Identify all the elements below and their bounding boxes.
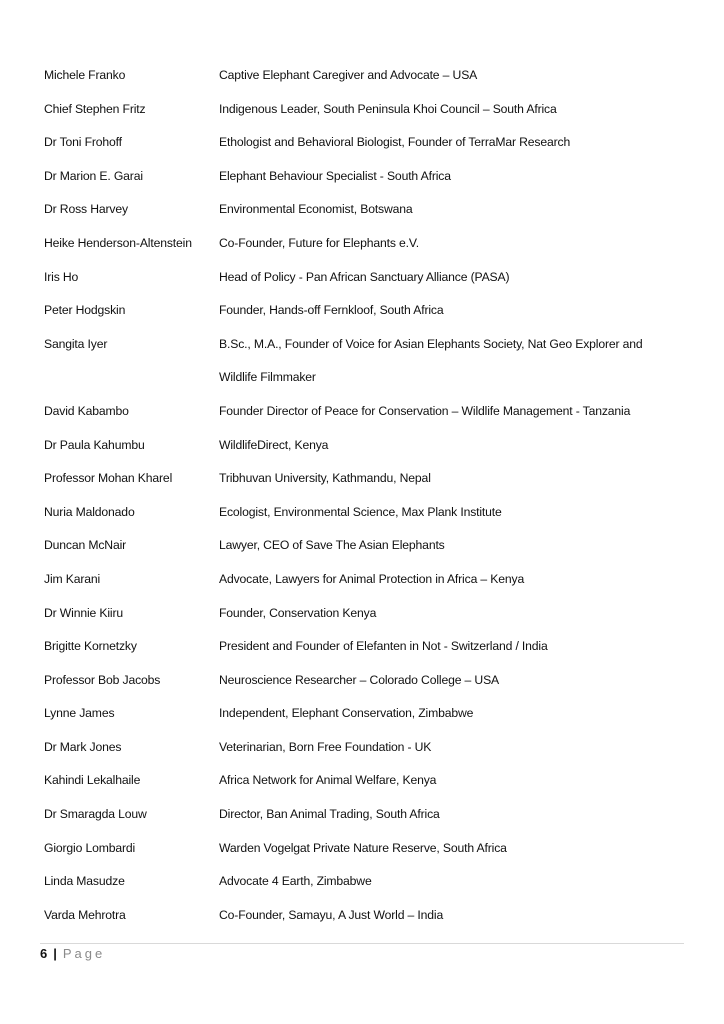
signatory-row: [44, 529, 684, 563]
signatory-row: [44, 597, 684, 631]
signatory-affiliation: [219, 798, 684, 832]
signatory-row: [44, 261, 684, 295]
signatory-affiliation: [219, 697, 684, 731]
signatory-affiliation: [219, 496, 684, 530]
signatory-name: Dr Smaragda Louw: [44, 807, 147, 822]
affiliation-line: Tribhuvan University, Kathmandu, Nepal: [219, 471, 431, 486]
affiliation-line: President and Founder of Elefanten in Not - Switzerland / India: [219, 639, 548, 654]
affiliation-line: Advocate 4 Earth, Zimbabwe: [219, 874, 372, 889]
signatory-name: Dr Marion E. Garai: [44, 168, 143, 183]
signatory-affiliation: [219, 93, 684, 127]
signatory-affiliation: [219, 160, 684, 194]
signatory-row: [44, 328, 684, 395]
affiliation-line: Independent, Elephant Conservation, Zimbabwe: [219, 706, 474, 721]
page-label: Page: [62, 946, 106, 961]
affiliation-line: Warden Vogelgat Private Nature Reserve, South Africa: [219, 840, 507, 855]
signatory-affiliation: [219, 328, 684, 395]
signatory-row: [44, 59, 684, 93]
signatory-row: [44, 395, 684, 429]
signatory-affiliation: [219, 529, 684, 563]
signatory-name: Dr Mark Jones: [44, 739, 122, 754]
signatory-affiliation: [219, 462, 684, 496]
signatory-name: Michele Franko: [44, 68, 126, 82]
affiliation-line: B.Sc., M.A., Founder of Voice for Asian Elephants Society, Nat Geo Explorer and: [219, 336, 643, 351]
signatory-row: [44, 462, 684, 496]
affiliation-line: WildlifeDirect, Kenya: [219, 437, 329, 452]
page-number: 6: [40, 946, 48, 961]
signatory-affiliation: [219, 865, 684, 899]
signatory-name: Brigitte Kornetzky: [44, 639, 137, 654]
signatory-affiliation: [219, 395, 684, 429]
signatory-affiliation: [219, 227, 684, 261]
signatory-name: Dr Toni Frohoff: [44, 135, 122, 150]
signatory-affiliation: [219, 832, 684, 866]
affiliation-line: Founder, Hands-off Fernkloof, South Africa: [219, 303, 444, 318]
signatory-name: Sangita Iyer: [44, 336, 108, 351]
signatory-name: Jim Karani: [44, 571, 101, 586]
affiliation-line: Head of Policy - Pan African Sanctuary Alliance (PASA): [219, 269, 510, 284]
affiliation-line: Indigenous Leader, South Peninsula Khoi Council – South Africa: [219, 101, 557, 116]
affiliation-line: Advocate, Lawyers for Animal Protection in Africa – Kenya: [219, 571, 525, 586]
signatory-row: [44, 764, 684, 798]
signatory-affiliation: [219, 193, 684, 227]
signatory-row: [44, 193, 684, 227]
signatory-row: [44, 798, 684, 832]
signatory-affiliation: [219, 563, 684, 597]
signatory-name: Varda Mehrotra: [44, 907, 126, 922]
affiliation-line: Elephant Behaviour Specialist - South Africa: [219, 168, 451, 183]
signatory-name: Dr Ross Harvey: [44, 202, 128, 217]
signatory-row: [44, 160, 684, 194]
affiliation-line: Africa Network for Animal Welfare, Kenya: [219, 773, 437, 788]
signatory-name: Heike Henderson-Altenstein: [44, 235, 192, 250]
footer-separator: |: [53, 946, 57, 961]
signatory-row: [44, 697, 684, 731]
affiliation-line: Veterinarian, Born Free Foundation - UK: [219, 739, 432, 754]
affiliation-line: Ethologist and Behavioral Biologist, Founder of TerraMar Research: [219, 135, 571, 150]
signatory-row: [44, 664, 684, 698]
signatory-name: David Kabambo: [44, 403, 129, 418]
signatory-list: [44, 59, 684, 932]
signatory-affiliation: [219, 597, 684, 631]
signatory-name: Lynne James: [44, 706, 115, 721]
signatory-name: Professor Bob Jacobs: [44, 672, 161, 687]
signatory-row: [44, 126, 684, 160]
affiliation-line: Co-Founder, Samayu, A Just World – India: [219, 907, 444, 922]
signatory-row: [44, 899, 684, 933]
signatory-row: [44, 731, 684, 765]
signatory-affiliation: [219, 630, 684, 664]
signatory-row: [44, 832, 684, 866]
signatory-affiliation: [219, 126, 684, 160]
signatory-affiliation: [219, 429, 684, 463]
affiliation-line: Director, Ban Animal Trading, South Africa: [219, 807, 440, 822]
affiliation-line: Founder, Conservation Kenya: [219, 605, 377, 620]
signatory-affiliation: [219, 664, 684, 698]
signatory-name: Peter Hodgskin: [44, 303, 126, 318]
signatory-affiliation: [219, 899, 684, 933]
signatory-row: [44, 227, 684, 261]
affiliation-line: Ecologist, Environmental Science, Max Plank Institute: [219, 504, 502, 519]
signatory-name: Duncan McNair: [44, 538, 127, 553]
signatory-name: Professor Mohan Kharel: [44, 471, 173, 486]
signatory-name: Dr Paula Kahumbu: [44, 437, 145, 452]
footer-divider: [40, 943, 684, 944]
signatory-row: [44, 496, 684, 530]
signatory-name: Giorgio Lombardi: [44, 840, 136, 855]
affiliation-line: Captive Elephant Caregiver and Advocate – USA: [219, 68, 478, 82]
affiliation-line: Co-Founder, Future for Elephants e.V.: [219, 235, 419, 250]
signatory-row: [44, 93, 684, 127]
signatory-name: Chief Stephen Fritz: [44, 101, 146, 116]
signatory-name: Nuria Maldonado: [44, 504, 135, 519]
signatory-row: [44, 630, 684, 664]
signatory-row: [44, 563, 684, 597]
affiliation-line: Neuroscience Researcher – Colorado College – USA: [219, 672, 500, 687]
signatory-name: Linda Masudze: [44, 874, 125, 889]
signatory-affiliation: [219, 294, 684, 328]
signatory-name: Dr Winnie Kiiru: [44, 605, 124, 620]
affiliation-line: Founder Director of Peace for Conservation – Wildlife Management - Tanzania: [219, 403, 631, 418]
affiliation-line: Environmental Economist, Botswana: [219, 202, 413, 217]
signatory-affiliation: [219, 59, 684, 93]
signatory-affiliation: [219, 764, 684, 798]
signatory-row: [44, 429, 684, 463]
signatory-affiliation: [219, 731, 684, 765]
signatory-name: Kahindi Lekalhaile: [44, 773, 141, 788]
signatory-row: [44, 865, 684, 899]
signatory-row: [44, 294, 684, 328]
signatory-name: Iris Ho: [44, 269, 79, 284]
signatory-affiliation: [219, 261, 684, 295]
affiliation-line: Lawyer, CEO of Save The Asian Elephants: [219, 538, 445, 553]
page-footer: [40, 946, 105, 961]
affiliation-line: Wildlife Filmmaker: [219, 370, 316, 385]
